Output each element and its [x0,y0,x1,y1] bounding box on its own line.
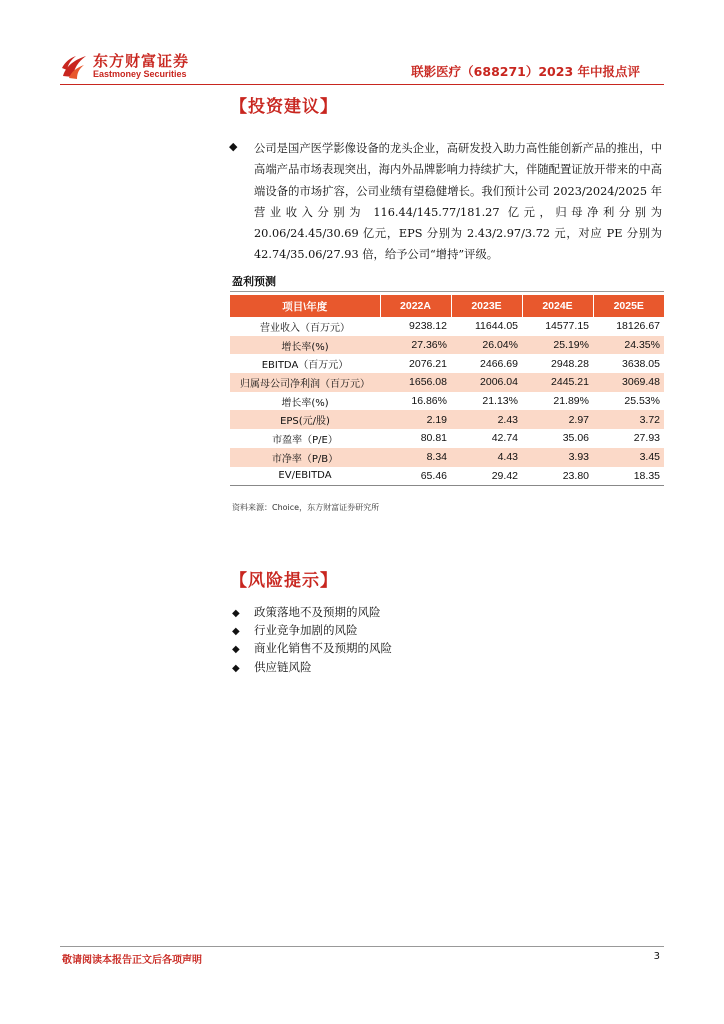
report-title: 联影医疗（688271）2023 年中报点评 [411,64,640,79]
diamond-bullet-icon: ◆ [232,662,240,674]
column-header: 项目\年度 [230,295,380,317]
table-cell: 16.86% [411,395,447,408]
table-cell: 42.74 [491,432,518,445]
table-cell: 2076.21 [409,357,447,370]
investment-paragraph [229,138,662,266]
row-label: EV/EBITDA [230,467,380,486]
table-cell: 21.13% [482,395,518,408]
row-label: 增长率(%) [230,336,380,355]
risk-item-text: 行业竞争加剧的风险 [254,623,358,638]
row-label: 营业收入（百万元） [260,322,350,334]
table-cell: 8.34 [380,448,451,467]
column-header: 2025E [593,295,664,317]
table-cell: 3069.48 [593,373,664,392]
table-cell: 2445.21 [522,373,593,392]
table-cell: 80.81 [420,432,447,445]
table-row [230,317,664,336]
risk-section-title: 【风险提示】 [230,571,338,591]
list-item [232,622,392,640]
table-cell: 11644.05 [474,320,518,333]
footer-disclaimer: 敬请阅读本报告正文后各项声明 [62,955,202,966]
table-cell: 24.35% [593,336,664,355]
table-row [230,467,664,486]
diamond-bullet-icon: ◆ [232,626,240,638]
table-cell: 65.46 [380,467,451,486]
table-row [230,448,664,467]
eastmoney-logo [60,50,210,86]
table-row [230,429,664,448]
header-divider [60,84,664,85]
table-cell: 29.42 [451,467,522,486]
risk-list [232,604,392,677]
table-source-note: 资料来源：Choice，东方财富证券研究所 [232,503,380,512]
table-cell: 25.53% [624,395,660,408]
column-header: 2023E [451,295,522,317]
risk-item-text: 商业化销售不及预期的风险 [254,641,392,656]
column-header: 2024E [522,295,593,317]
risk-item-text: 供应链风险 [254,659,312,674]
table-caption: 盈利预测 [232,275,276,288]
earnings-forecast-table [230,295,664,486]
logo-english-name: Eastmoney Securities [93,69,187,79]
investment-text: 公司是国产医学影像设备的龙头企业，高研发投入助力高性能创新产品的推出，中高端产品市场表现突出，海内外品牌影响力持续扩大，伴随配置证放开带来的中高端设备的市场扩容，公司业绩有望稳健增长。我们预计公司 2023/2024/2025 年营业收入分别为 116.44/145.77/181.27 亿元，归母净利分别为 20.06/24.45/30.69 亿元，EPS 分别为 2.43/2.97/3.72 元，对应 PE 分别为 42.74/35.06/27.93 倍，给予公司“增持”评级。 [254,142,662,262]
table-cell: 27.93 [633,432,660,445]
list-item [232,640,392,658]
diamond-bullet-icon: ◆ [232,644,240,656]
table-row [230,410,664,429]
row-label: 增长率(%) [281,397,329,409]
table-cell: 3.45 [593,448,664,467]
page-header [0,0,724,92]
row-label: 市盈率（P/E） [272,434,338,446]
table-cell: 2006.04 [451,373,522,392]
table-row [230,373,664,392]
eastmoney-flame-icon [60,52,90,82]
table-cell: 9238.12 [409,320,447,333]
table-cell: 2.97 [522,410,593,429]
risk-item-text: 政策落地不及预期的风险 [254,605,381,619]
row-label: EPS(元/股) [230,410,380,429]
investment-section-title: 【投资建议】 [230,97,338,117]
table-cell: 1656.08 [380,373,451,392]
row-label: 市净率（P/B） [230,448,380,467]
table-cell: 26.04% [451,336,522,355]
table-cell: 25.19% [522,336,593,355]
diamond-bullet-icon: ◆ [229,140,238,153]
table-row [230,336,664,355]
table-cell: 14577.15 [545,320,589,333]
table-cell: 3638.05 [622,357,660,370]
footer-divider [60,946,664,947]
table-cell: 3.72 [593,410,664,429]
table-cell: 18126.67 [616,320,660,333]
table-cell: 27.36% [380,336,451,355]
table-cell: 2.43 [451,410,522,429]
table-header-row [230,295,664,317]
caption-divider [230,291,664,292]
table-cell: 3.93 [522,448,593,467]
row-label: 归属母公司净利润（百万元） [230,373,380,392]
diamond-bullet-icon: ◆ [232,608,240,619]
table-row [230,392,664,411]
table-cell: 2.19 [380,410,451,429]
list-item [232,604,392,622]
row-label: EBITDA（百万元） [261,360,349,372]
list-item [232,659,392,677]
page-number: 3 [653,951,660,962]
table-cell: 35.06 [562,432,589,445]
table-cell: 21.89% [553,395,589,408]
table-cell: 23.80 [522,467,593,486]
column-header: 2022A [380,295,451,317]
table-row [230,354,664,373]
table-cell: 2948.28 [551,357,589,370]
logo-chinese-name: 东方财富证券 [93,52,190,70]
table-cell: 4.43 [451,448,522,467]
table-cell: 2466.69 [480,357,518,370]
table-cell: 18.35 [593,467,664,486]
